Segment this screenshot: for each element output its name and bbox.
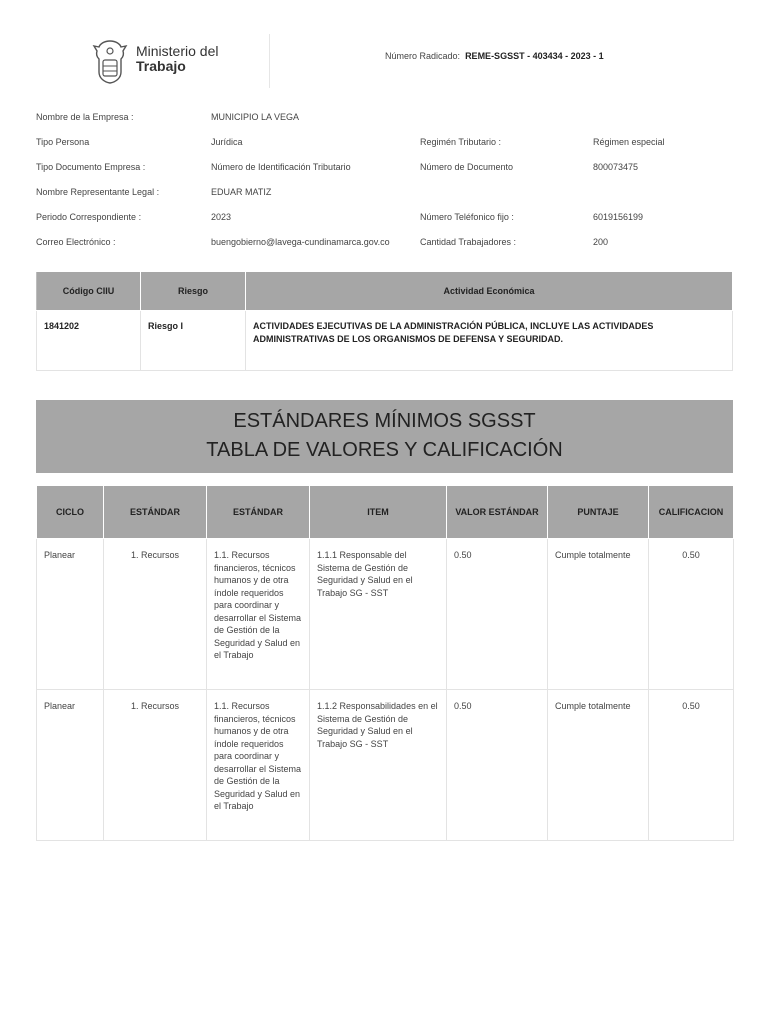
info-label: Número de Documento	[420, 162, 514, 172]
ciiu-table	[36, 271, 733, 371]
col-header: Código CIIU	[37, 272, 141, 311]
table-row	[37, 690, 734, 841]
info-row	[36, 232, 736, 257]
info-value: buengobierno@lavega-cundinamarca.gov.co	[211, 237, 390, 247]
logo-line2: Trabajo	[136, 58, 186, 74]
banner-title: ESTÁNDARES MÍNIMOS SGSST	[233, 410, 536, 432]
cell-calificacion: 0.50	[649, 539, 734, 690]
info-value: Jurídica	[211, 137, 243, 147]
standards-banner	[36, 400, 733, 473]
info-value: Régimen especial	[593, 137, 665, 147]
risk-level: Riesgo I	[141, 311, 246, 371]
info-label: Correo Electrónico :	[36, 237, 116, 247]
economic-activity: ACTIVIDADES EJECUTIVAS DE LA ADMINISTRACIÓN PÚBLICA, INCLUYE LAS ACTIVIDADES ADMINISTRATIVAS DE LOS ORGANISMOS DE DEFENSA Y SEGURIDAD.	[246, 311, 733, 371]
radicado-value: REME-SGSST - 403434 - 2023 - 1	[465, 51, 604, 61]
info-value: 800073475	[593, 162, 639, 172]
info-label: Nombre de la Empresa :	[36, 112, 134, 122]
info-label: Tipo Persona	[36, 137, 90, 147]
col-header: ITEM	[310, 486, 447, 539]
coat-of-arms-icon	[90, 38, 130, 84]
info-value: Número de Identificación Tributario	[211, 162, 351, 172]
info-row	[36, 107, 736, 132]
radicado-label: Número Radicado:	[385, 51, 461, 61]
company-info	[36, 107, 736, 257]
document-header	[0, 0, 768, 100]
header-divider	[269, 34, 270, 88]
col-header: Actividad Económica	[246, 272, 733, 311]
logo-line1: Ministerio del	[136, 43, 219, 59]
info-label: Cantidad Trabajadores :	[420, 237, 517, 247]
col-header: ESTÁNDAR	[104, 486, 207, 539]
cell-estandar-detail: 1.1. Recursos financieros, técnicos humanos y de otra índole requeridos para coordinar y desarrollar el Sistema de Gestión de la Seguridad y Salud en el Trabajo	[207, 690, 310, 841]
info-row	[36, 132, 736, 157]
cell-ciclo: Planear	[37, 690, 104, 841]
ministry-logo	[90, 38, 230, 84]
info-row	[36, 182, 736, 207]
ministry-name	[136, 44, 218, 74]
info-value: 200	[593, 237, 609, 247]
col-header: Riesgo	[141, 272, 246, 311]
cell-ciclo: Planear	[37, 539, 104, 690]
table-row	[37, 539, 734, 690]
cell-calificacion: 0.50	[649, 690, 734, 841]
info-value: 2023	[211, 212, 232, 222]
col-header: CALIFICACION	[649, 486, 734, 539]
info-row	[36, 207, 736, 232]
radicado-number	[385, 51, 604, 61]
cell-estandar-detail: 1.1. Recursos financieros, técnicos humanos y de otra índole requeridos para coordinar y desarrollar el Sistema de Gestión de la Seguridad y Salud en el Trabajo	[207, 539, 310, 690]
table-header-row	[37, 486, 734, 539]
cell-valor: 0.50	[447, 539, 548, 690]
info-label: Tipo Documento Empresa :	[36, 162, 146, 172]
banner-subtitle: TABLA DE VALORES Y CALIFICACIÓN	[206, 439, 563, 461]
cell-item: 1.1.2 Responsabilidades en el Sistema de Gestión de Seguridad y Salud en el Trabajo SG - SST	[310, 690, 447, 841]
info-label: Periodo Correspondiente :	[36, 212, 142, 222]
cell-puntaje: Cumple totalmente	[548, 539, 649, 690]
col-header: VALOR ESTÁNDAR	[447, 486, 548, 539]
info-label: Número Teléfonico fijo :	[420, 212, 514, 222]
cell-puntaje: Cumple totalmente	[548, 690, 649, 841]
table-header-row	[37, 272, 733, 311]
info-label: Nombre Representante Legal :	[36, 187, 160, 197]
col-header: ESTÁNDAR	[207, 486, 310, 539]
info-value: EDUAR MATIZ	[211, 187, 272, 197]
cell-item: 1.1.1 Responsable del Sistema de Gestión de Seguridad y Salud en el Trabajo SG - SST	[310, 539, 447, 690]
info-row	[36, 157, 736, 182]
cell-estandar: 1. Recursos	[104, 690, 207, 841]
table-row	[37, 311, 733, 371]
col-header: PUNTAJE	[548, 486, 649, 539]
cell-valor: 0.50	[447, 690, 548, 841]
ciiu-code: 1841202	[37, 311, 141, 371]
info-value: MUNICIPIO LA VEGA	[211, 112, 300, 122]
col-header: CICLO	[37, 486, 104, 539]
standards-table	[36, 485, 734, 841]
info-label: Regimén Tributario :	[420, 137, 502, 147]
info-value: 6019156199	[593, 212, 644, 222]
cell-estandar: 1. Recursos	[104, 539, 207, 690]
